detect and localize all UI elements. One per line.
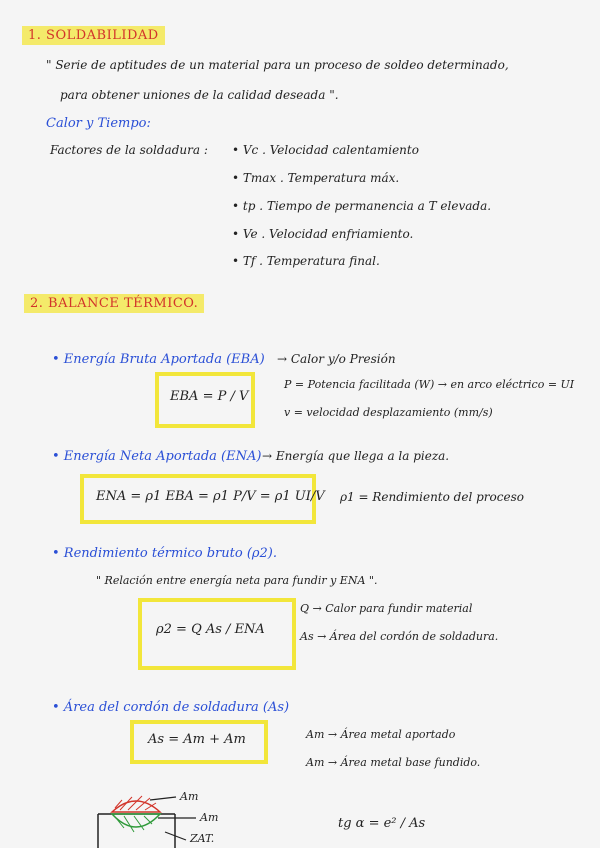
q-definition: Q → Calor para fundir material (300, 602, 473, 615)
eba-arrow-text: → Calor y/o Presión (277, 352, 396, 366)
diagram-label-am-mid: Am (200, 811, 219, 824)
factor-item: • Vc . Velocidad calentamiento (232, 143, 419, 157)
p-definition: P = Potencia facilitada (W) → en arco eléctrico = UI (284, 378, 575, 391)
diagram-label-zat: ZAT. (190, 832, 215, 845)
definition-line-1: " Serie de aptitudes de un material para un proceso de soldeo determinado, (46, 58, 509, 72)
area-heading: • Área del cordón de soldadura (As) (52, 700, 290, 715)
ena-formula: ENA = ρ1 EBA = ρ1 P/V = ρ1 UI/V (96, 489, 325, 504)
section-1-title: 1. SOLDABILIDAD (22, 26, 165, 45)
factor-item: • tp . Tiempo de permanencia a T elevada. (232, 199, 492, 213)
eba-formula: EBA = P / V (170, 389, 249, 404)
am-definition: Am → Área metal aportado (306, 728, 456, 741)
tg-alpha-formula: tg α = e² / As (338, 816, 426, 831)
factors-label: Factores de la soldadura : (50, 143, 208, 157)
rho1-definition: ρ1 = Rendimiento del proceso (340, 490, 524, 504)
rendimiento-heading: • Rendimiento térmico bruto (ρ2). (52, 546, 278, 561)
ena-heading: • Energía Neta Aportada (ENA) (52, 449, 262, 464)
section-2-title: 2. BALANCE TÉRMICO. (24, 294, 204, 313)
rho2-formula: ρ2 = Q As / ENA (156, 622, 265, 637)
ena-arrow-text: → Energía que llega a la pieza. (262, 449, 450, 463)
rendimiento-quote: " Relación entre energía neta para fundir y ENA ". (96, 574, 378, 587)
definition-line-2: para obtener uniones de la calidad deseada ". (60, 88, 339, 102)
factor-item: • Tf . Temperatura final. (232, 254, 380, 268)
ab-definition: Am → Área metal base fundido. (306, 756, 481, 769)
diagram-label-am-top: Am (180, 790, 199, 803)
calor-tiempo-heading: Calor y Tiempo: (46, 116, 151, 131)
v-definition: v = velocidad desplazamiento (mm/s) (284, 406, 493, 419)
eba-heading: • Energía Bruta Aportada (EBA) (52, 352, 265, 367)
factor-item: • Ve . Velocidad enfriamiento. (232, 227, 414, 241)
factor-item: • Tmax . Temperatura máx. (232, 171, 400, 185)
as-formula: As = Am + Am (148, 732, 246, 747)
as-definition: As → Área del cordón de soldadura. (300, 630, 499, 643)
